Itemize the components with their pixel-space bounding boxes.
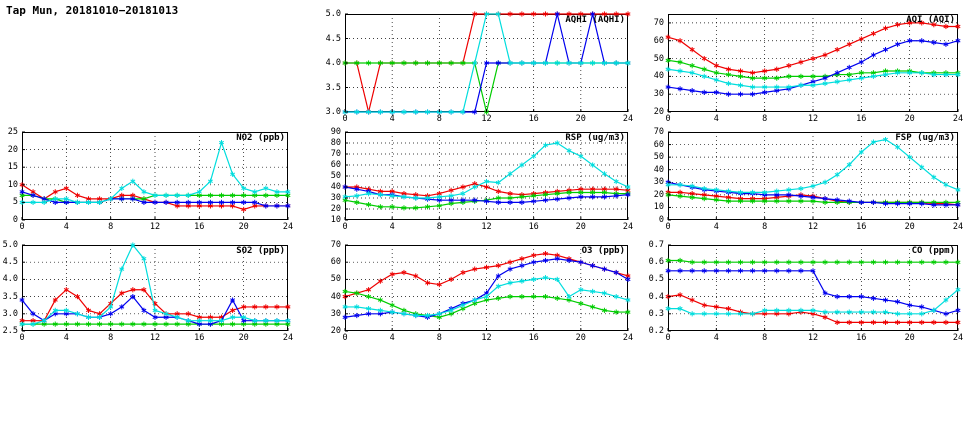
y-tick-label: 30 [330, 308, 341, 319]
y-tick-label: 3.5 [325, 82, 341, 93]
x-tick-label: 4 [389, 222, 395, 232]
y-tick-label: 40 [330, 182, 341, 192]
x-tick-label: 24 [622, 222, 634, 232]
y-tick-label: 20 [653, 107, 664, 117]
y-tick-label: 30 [653, 89, 664, 100]
x-tick-label: 20 [238, 333, 249, 343]
y-tick-label: 70 [330, 240, 341, 250]
series-marker [956, 187, 961, 192]
y-tick-label: 50 [330, 171, 341, 181]
y-tick-label: 0.2 [648, 326, 664, 336]
series-marker [859, 36, 864, 41]
x-tick-label: 16 [528, 333, 539, 343]
x-tick-label: 20 [575, 114, 586, 124]
plot-canvas [22, 132, 288, 220]
series-marker [614, 179, 619, 184]
series-marker [690, 297, 695, 302]
plot-canvas [345, 245, 628, 331]
x-tick-label: 4 [63, 333, 69, 343]
y-tick-label: 3.0 [2, 308, 18, 319]
y-tick-label: 25 [7, 127, 18, 137]
x-tick-label: 0 [665, 222, 671, 232]
y-tick-label: 5.0 [2, 240, 18, 250]
y-tick-label: 0.7 [648, 240, 664, 250]
y-tick-label: 90 [330, 127, 341, 137]
x-tick-label: 8 [762, 114, 768, 124]
chart-panel [648, 240, 964, 343]
x-tick-label: 0 [342, 114, 348, 124]
y-tick-label: 70 [653, 17, 664, 28]
y-tick-label: 2.5 [2, 326, 18, 336]
x-tick-label: 24 [952, 333, 964, 343]
x-tick-label: 12 [481, 114, 492, 124]
plot-canvas [22, 245, 288, 331]
plot-canvas [668, 14, 958, 112]
x-tick-label: 16 [194, 222, 205, 232]
x-tick-label: 0 [665, 114, 671, 124]
y-tick-label: 70 [653, 127, 664, 137]
y-tick-label: 5 [12, 197, 18, 208]
plot-canvas [668, 245, 958, 331]
panel-title: FSP (ug/m3) [895, 133, 955, 143]
x-tick-label: 12 [807, 333, 819, 343]
x-tick-label: 8 [108, 333, 114, 343]
x-tick-label: 4 [713, 333, 719, 343]
x-tick-label: 20 [904, 333, 915, 343]
x-tick-label: 20 [575, 333, 586, 343]
page-title: Tap Mun, 20181010−20181013 [6, 4, 179, 17]
y-tick-label: 15 [7, 162, 18, 173]
x-tick-label: 8 [436, 222, 442, 232]
x-tick-label: 16 [194, 333, 205, 343]
x-tick-label: 0 [665, 333, 671, 343]
y-tick-label: 0.3 [648, 308, 664, 319]
x-tick-label: 20 [904, 222, 915, 232]
y-tick-label: 40 [330, 291, 341, 302]
x-tick-label: 4 [713, 114, 719, 124]
y-tick-label: 5.0 [325, 9, 341, 19]
x-tick-label: 16 [528, 222, 539, 232]
x-tick-label: 24 [952, 114, 964, 124]
series-marker [567, 148, 572, 153]
plot-canvas [668, 132, 958, 220]
x-tick-label: 12 [149, 222, 161, 232]
x-tick-label: 12 [807, 222, 819, 232]
y-tick-label: 4.0 [2, 274, 18, 285]
y-tick-label: 4.5 [325, 33, 341, 44]
series-marker [871, 31, 876, 36]
x-tick-label: 12 [807, 114, 819, 124]
plot-canvas [345, 14, 628, 112]
chart-panel [653, 14, 964, 124]
y-tick-label: 20 [7, 144, 18, 155]
x-tick-label: 24 [622, 114, 634, 124]
x-tick-label: 0 [19, 333, 25, 343]
plot-canvas [345, 132, 628, 220]
y-tick-label: 60 [330, 160, 341, 170]
series-marker [847, 65, 852, 70]
x-tick-label: 20 [904, 114, 915, 124]
x-tick-label: 24 [282, 222, 294, 232]
y-tick-label: 40 [653, 71, 664, 82]
chart-panel [653, 127, 964, 232]
y-tick-label: 50 [653, 53, 664, 64]
panel-title: AQI (AQI) [906, 15, 955, 25]
x-tick-label: 4 [63, 222, 69, 232]
y-tick-label: 10 [653, 202, 664, 213]
series-marker [944, 182, 949, 187]
x-tick-label: 4 [389, 114, 395, 124]
series-marker [390, 303, 395, 308]
x-tick-label: 16 [528, 114, 539, 124]
panel-title: RSP (ug/m3) [565, 133, 625, 143]
x-tick-label: 8 [108, 222, 114, 232]
y-tick-label: 10 [7, 179, 18, 190]
y-tick-label: 10 [330, 215, 341, 225]
chart-panel [325, 9, 634, 124]
x-tick-label: 24 [622, 333, 634, 343]
x-tick-label: 12 [149, 333, 161, 343]
x-tick-label: 4 [713, 222, 719, 232]
chart-panel [330, 240, 634, 343]
y-tick-label: 20 [653, 189, 664, 200]
x-tick-label: 24 [952, 222, 964, 232]
y-tick-label: 4.0 [325, 58, 341, 68]
x-tick-label: 4 [389, 333, 395, 343]
series-marker [835, 47, 840, 52]
chart-panel [7, 127, 294, 232]
y-tick-label: 50 [330, 274, 341, 285]
y-tick-label: 0.5 [648, 274, 664, 285]
x-tick-label: 16 [856, 222, 867, 232]
series-marker [847, 42, 852, 47]
chart-panel [2, 240, 294, 343]
series-marker [871, 52, 876, 57]
series-marker [120, 266, 125, 271]
y-tick-label: 0 [12, 215, 18, 225]
y-tick-label: 3.0 [325, 107, 341, 117]
y-tick-label: 20 [330, 326, 341, 336]
series-marker [219, 140, 224, 145]
y-tick-label: 60 [330, 257, 341, 268]
y-tick-label: 4.5 [2, 257, 18, 268]
chart-panel [330, 127, 634, 232]
y-tick-label: 0.6 [648, 257, 664, 268]
x-tick-label: 20 [238, 222, 249, 232]
y-tick-label: 30 [653, 177, 664, 188]
x-tick-label: 8 [436, 114, 442, 124]
y-tick-label: 30 [330, 193, 341, 203]
x-tick-label: 12 [481, 222, 492, 232]
panel-title: NO2 (ppb) [236, 133, 285, 143]
y-tick-label: 60 [653, 139, 664, 150]
y-tick-label: 0.4 [648, 291, 664, 302]
panel-title: AQHI (AQHI) [565, 15, 625, 25]
x-tick-label: 8 [762, 222, 768, 232]
x-tick-label: 0 [342, 333, 348, 343]
y-tick-label: 3.5 [2, 291, 18, 302]
y-tick-label: 0 [658, 215, 664, 225]
series-marker [859, 60, 864, 65]
x-tick-label: 0 [342, 222, 348, 232]
y-tick-label: 40 [653, 164, 664, 175]
y-tick-label: 70 [330, 149, 341, 159]
panel-title: O3 (ppb) [581, 246, 625, 256]
y-tick-label: 50 [653, 152, 664, 163]
panel-title: CO (ppm) [911, 246, 955, 256]
x-tick-label: 12 [481, 333, 492, 343]
y-tick-label: 80 [330, 138, 341, 148]
x-tick-label: 16 [856, 114, 867, 124]
x-tick-label: 16 [856, 333, 867, 343]
x-tick-label: 8 [762, 333, 768, 343]
x-tick-label: 20 [575, 222, 586, 232]
y-tick-label: 20 [330, 204, 341, 214]
y-tick-label: 60 [653, 35, 664, 46]
x-tick-label: 24 [282, 333, 294, 343]
panel-title: SO2 (ppb) [236, 246, 285, 256]
x-tick-label: 8 [436, 333, 442, 343]
series-marker [626, 277, 631, 282]
x-tick-label: 0 [19, 222, 25, 232]
series-marker [883, 47, 888, 52]
